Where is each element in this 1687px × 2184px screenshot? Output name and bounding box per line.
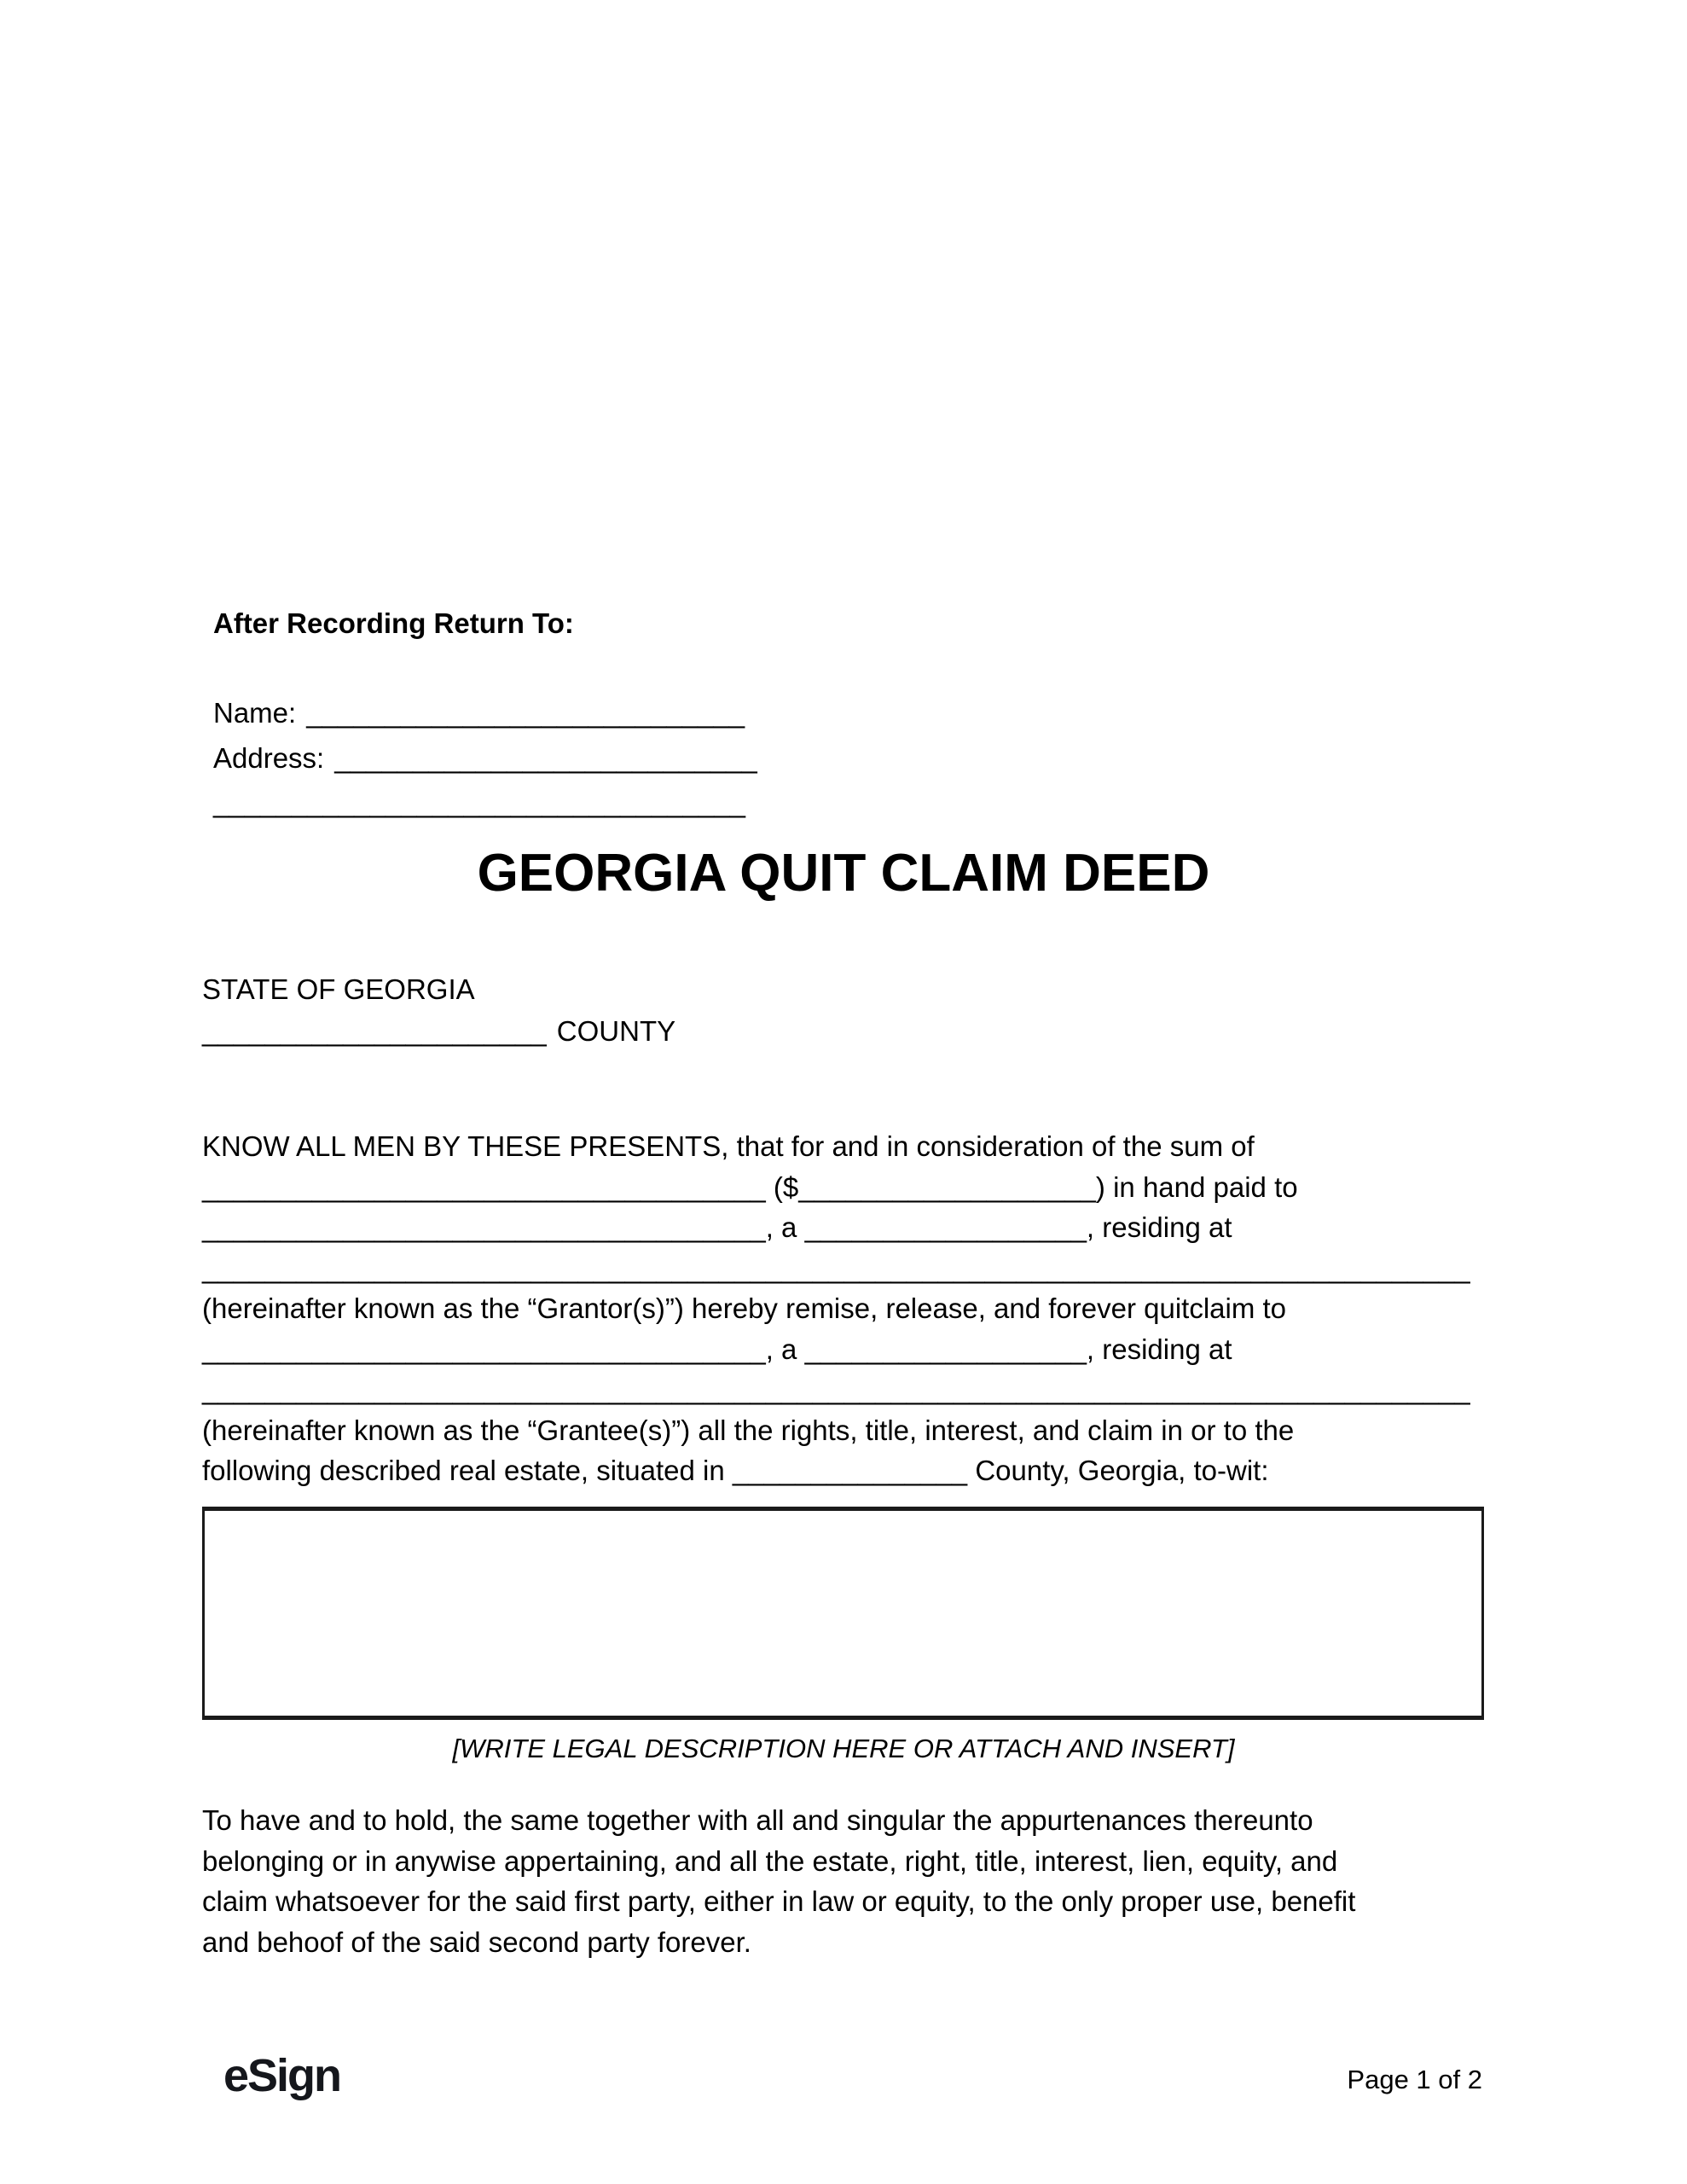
- legal-description-caption: [WRITE LEGAL DESCRIPTION HERE OR ATTACH AND INSERT]: [452, 1734, 1235, 1763]
- address-extra-blank-field[interactable]: __________________________________: [213, 787, 746, 818]
- address-blank-field[interactable]: ___________________________: [334, 742, 757, 774]
- county-label: COUNTY: [556, 1015, 676, 1047]
- county-blank-field[interactable]: ______________________: [202, 1015, 547, 1047]
- deed-body-line-situated-in: following described real estate, situated in _______________ County, Georgia, to-wit:: [202, 1455, 1269, 1486]
- habendum-paragraph: [202, 1800, 1355, 1962]
- deed-body-line: KNOW ALL MEN BY THESE PRESENTS, that for and in consideration of the sum of: [202, 1130, 1255, 1162]
- name-blank-field[interactable]: ____________________________: [306, 697, 745, 729]
- name-label: Name:: [213, 697, 297, 729]
- page-number: Page 1 of 2: [1347, 2065, 1482, 2094]
- grantor-address-blank-line[interactable]: _________________________________________________________________________________: [202, 1252, 1470, 1284]
- esign-logo: eSign: [223, 2050, 341, 2101]
- habendum-line: belonging or in anywise appertaining, and all the estate, right, title, interest, lien, equity, and: [202, 1844, 1338, 1877]
- deed-body-line-grantor-clause: (hereinafter known as the “Grantor(s)”) hereby remise, release, and forever quitclaim to: [202, 1292, 1287, 1324]
- deed-body-line-consideration-blanks: ____________________________________ ($___________________) in hand paid to: [202, 1170, 1298, 1203]
- legal-description-box[interactable]: [202, 1507, 1484, 1720]
- deed-body-line-grantee-blanks: ____________________________________, a __________________, residing at: [202, 1333, 1232, 1365]
- address-extra-row: [213, 787, 745, 819]
- habendum-line: claim whatsoever for the said first party, either in law or equity, to the only proper use, benefit: [202, 1885, 1356, 1917]
- page-title: GEORGIA QUIT CLAIM DEED: [477, 844, 1210, 903]
- address-label: Address:: [213, 742, 325, 774]
- deed-body-line-grantor-blanks: ____________________________________, a __________________, residing at: [202, 1211, 1232, 1243]
- state-of-georgia-line: STATE OF GEORGIA: [202, 973, 475, 1005]
- grantee-address-blank-line[interactable]: _________________________________________________________________________________: [202, 1374, 1470, 1405]
- habendum-line: and behoof of the said second party forever.: [202, 1926, 751, 1958]
- county-row: [202, 1015, 675, 1048]
- habendum-line: To have and to hold, the same together with all and singular the appurtenances thereunto: [202, 1804, 1313, 1836]
- after-recording-heading: After Recording Return To:: [213, 607, 574, 639]
- address-row: [213, 742, 757, 775]
- deed-body-paragraph: [202, 1126, 1470, 1491]
- deed-body-line-grantee-clause: (hereinafter known as the “Grantee(s)”) all the rights, title, interest, and claim in or to the: [202, 1414, 1295, 1446]
- name-row: [213, 697, 745, 729]
